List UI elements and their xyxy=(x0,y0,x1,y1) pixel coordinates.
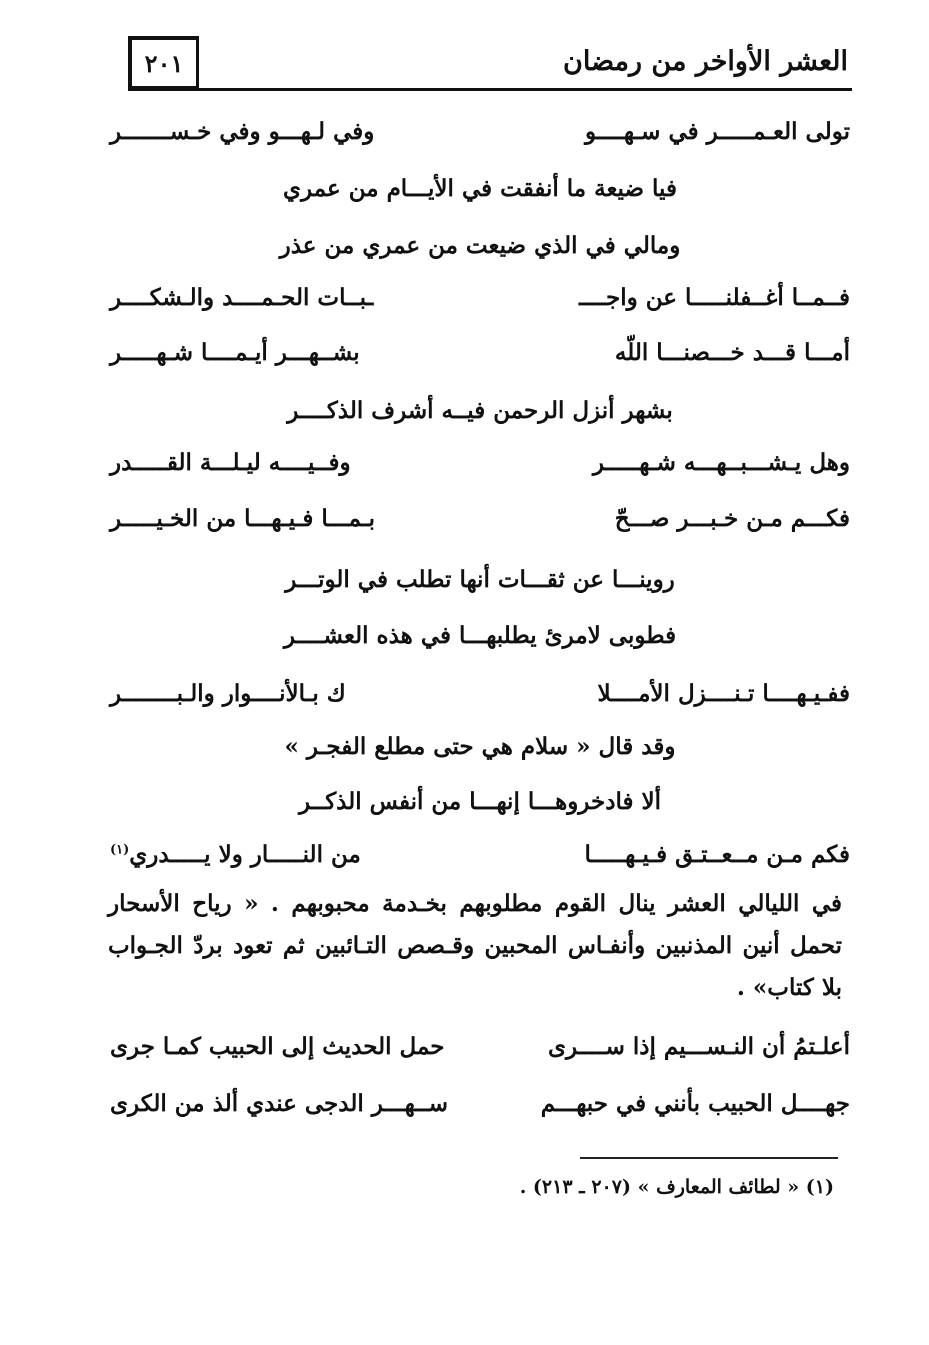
verse-second-hemistich: بشــهـــر أيـمــــا شـهـــــر xyxy=(110,339,360,366)
running-title: العشر الأواخر من رمضان xyxy=(563,46,848,77)
verse-first-hemistich: فكـــم مـن خـبـــر صـــحّ xyxy=(614,505,850,532)
verse-first-hemistich: جهــــل الحبيب بأنني في حبهـــم xyxy=(540,1090,850,1117)
footnote-rule xyxy=(580,1157,838,1159)
verse-first-hemistich: فكم مـن مــعــتـق فـيـهـــــا xyxy=(584,841,850,868)
verse-second-hemistich: وفــيــــه ليـلـــة القـــــدر xyxy=(110,449,351,476)
verse-first-hemistich: وهل يـشـــبــهـــه شـهـــــر xyxy=(592,449,850,476)
page-number: ٢٠١ xyxy=(144,48,184,78)
verse-second-hemistich: ك بـالأنــــوار والـبــــــــر xyxy=(110,680,346,707)
verse-second-hemistich: ـبــات الحـمــــد والـشكــــر xyxy=(110,284,374,311)
prose-paragraph: في الليالي العشر ينال القوم مطلوبهم بخـدمة محبوبهم . « رياح الأسحار تحمل أنين المذنبين وأنفـاس المحبين وقـصص التـائبين ثم تعود بردّ الجـواب بلا كتاب» . xyxy=(108,890,842,1001)
verse-second-hemistich-text: من النـــــار ولا يـــــدري xyxy=(129,841,361,868)
verse-first-hemistich: أعلـتمُ أن النـســـيم إذا ســــرى xyxy=(547,1033,850,1060)
footnote-marker: (١) xyxy=(110,842,130,858)
verse-second-hemistich xyxy=(110,841,361,868)
center-line: وقد قال « سلام هي حتى مطلع الفجـر » xyxy=(284,733,676,760)
center-line: روينـــا عن ثقـــات أنها تطلب في الوتـــر xyxy=(285,566,675,593)
center-line: فطوبى لامرئ يطلبهـــا في هذه العشــــر xyxy=(283,622,677,649)
verse-first-hemistich: تولى العـمـــــر في سـهــــو xyxy=(584,118,850,145)
verse-second-hemistich: ســهـــر الدجى عندي ألذ من الكرى xyxy=(110,1090,448,1117)
verse-second-hemistich: حمل الحديث إلى الحبيب كمـا جرى xyxy=(110,1033,445,1060)
header-rule xyxy=(128,88,852,91)
verse-first-hemistich: ففـيـهــــا تـنــــزل الأمــــلا xyxy=(597,680,850,707)
page-number-box xyxy=(128,36,199,90)
center-line: ألا فادخروهـــا إنهـــا من أنفس الذكــر xyxy=(299,788,661,815)
verse-first-hemistich: أمـــا قـــد خـــصنـــا اللّه xyxy=(614,339,850,366)
page-header xyxy=(120,36,852,96)
footnote: (١) « لطائف المعارف » (٢٠٧ ـ ٢١٣) . xyxy=(519,1176,834,1198)
center-line: بشهر أنزل الرحمن فيــه أشرف الذكــــر xyxy=(287,397,673,424)
verse-second-hemistich: بـمـــا فـيـهـــا من الخـيـــــر xyxy=(110,505,376,532)
center-line: فيا ضيعة ما أنفقت في الأيـــام من عمري xyxy=(283,175,677,202)
verse-first-hemistich: فــمــا أغــفلنـــــا عن واجــــ xyxy=(579,284,850,311)
verse-second-hemistich: وفي لـهـــو وفي خـســـــــر xyxy=(110,118,375,145)
center-line: ومالي في الذي ضيعت من عمري من عذر xyxy=(279,232,681,259)
